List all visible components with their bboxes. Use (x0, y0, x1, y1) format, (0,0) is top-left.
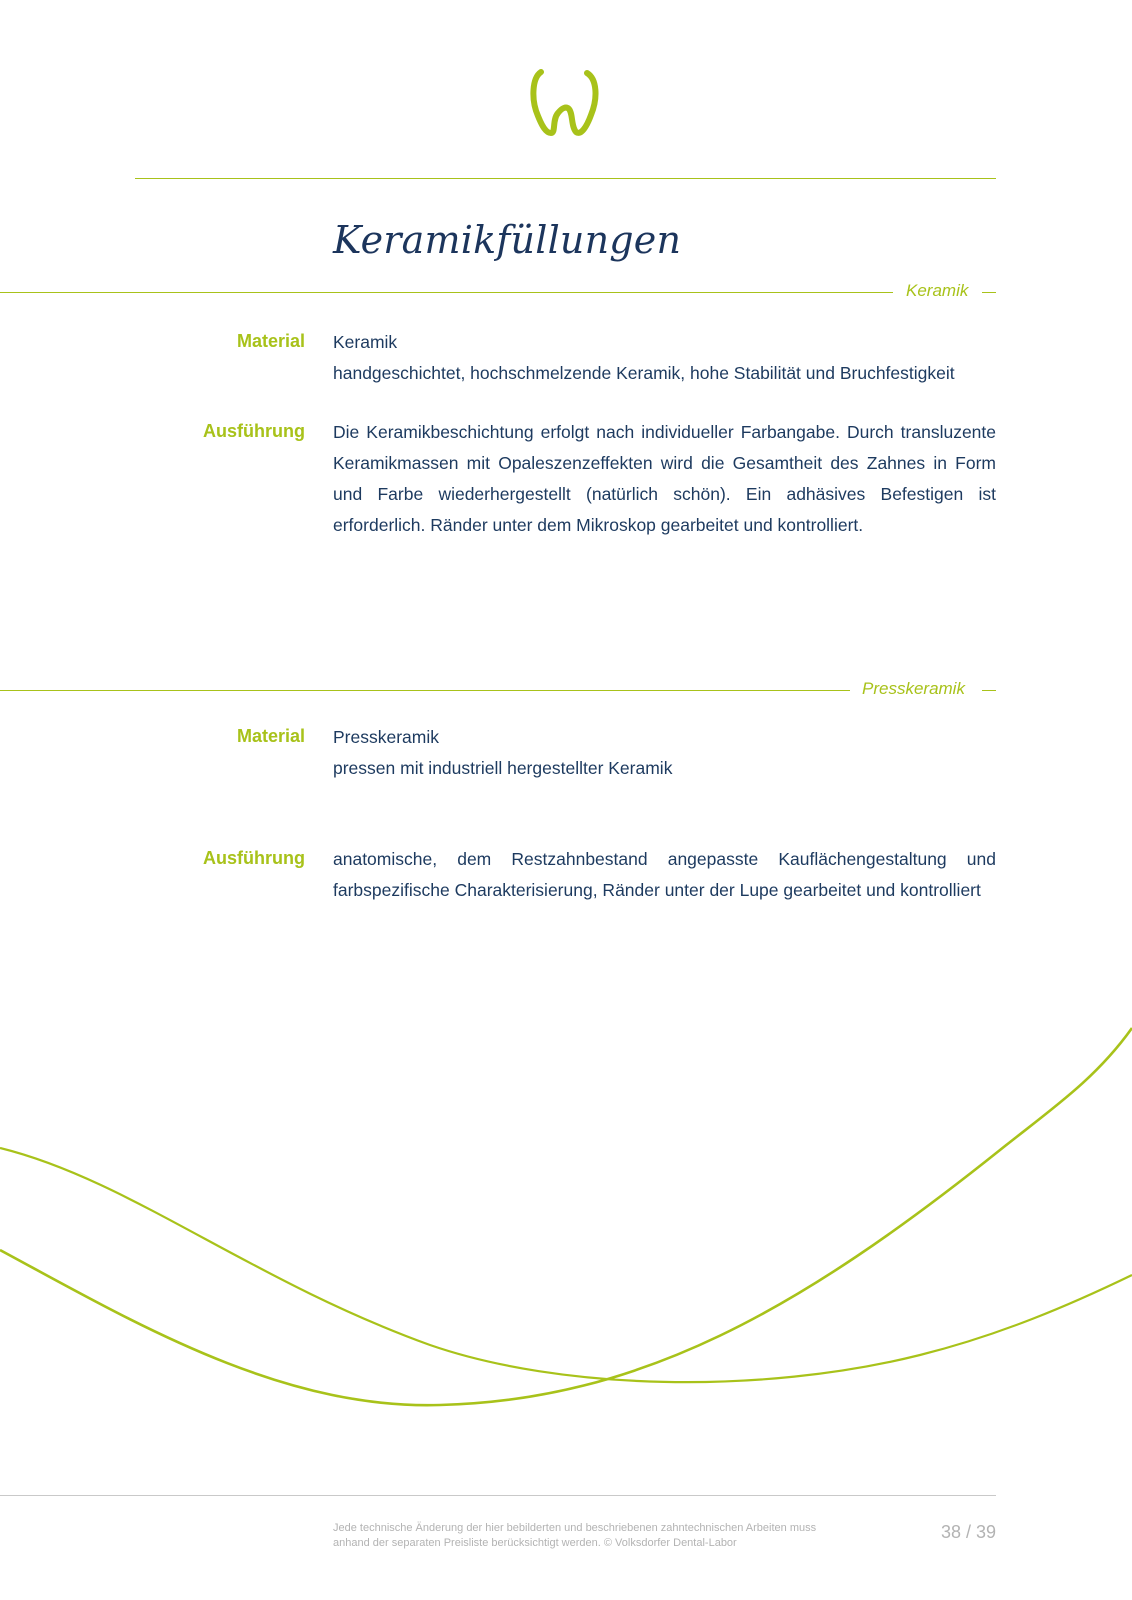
material-label: Material (236, 726, 305, 746)
material-text (333, 327, 996, 389)
page-title: Keramikfüllungen (333, 218, 682, 262)
section-tag: Presskeramik (862, 679, 965, 698)
material-name: Presskeramik (333, 727, 439, 747)
decorative-waves (0, 1000, 1132, 1450)
section-divider (0, 292, 893, 293)
material-name: Keramik (333, 332, 398, 352)
section-divider (0, 690, 850, 691)
footer-divider (0, 1495, 996, 1496)
execution-label: Ausführung (203, 848, 305, 868)
disclaimer-line: Jede technische Änderung der hier bebilderten und beschriebenen zahntechnischen Arbeiten muss (333, 1522, 817, 1534)
execution-text (333, 417, 996, 541)
section-tag-dash (982, 690, 996, 691)
execution-label: Ausführung (203, 421, 305, 441)
page-number: 38 / 39 (940, 1522, 996, 1542)
section-tag: Keramik (906, 281, 969, 300)
disclaimer-line: anhand der separaten Preisliste berücksichtigt werden. © Volksdorfer Dental-Labor (333, 1537, 737, 1549)
header-divider (135, 178, 996, 179)
section-tag-dash (982, 292, 996, 293)
footer-disclaimer (333, 1521, 853, 1551)
material-text (333, 722, 996, 784)
material-label: Material (236, 331, 305, 351)
material-description: handgeschichtet, hochschmelzende Keramik, hohe Stabilität und Bruchfestigkeit (333, 363, 955, 383)
material-description: pressen mit industriell hergestellter Keramik (333, 758, 673, 778)
execution-paragraph: Die Keramikbeschichtung erfolgt nach individueller Farbangabe. Durch transluzente Keramikmassen mit Opaleszenzeffekten wird die Gesamtheit des Zahnes in Form und Farbe wiederhergestellt (natürlich schön). Ein adhäsives Befestigen ist erforderlich. Ränder unter dem Mikroskop gearbeitet und kontrolliert. (333, 422, 996, 535)
execution-paragraph: anatomische, dem Restzahnbestand angepasste Kauflächengestaltung und farbspezifische Charakterisierung, Ränder unter der Lupe gearbeitet und kontrolliert (333, 849, 996, 900)
tooth-icon (529, 66, 605, 142)
execution-text (333, 844, 996, 906)
